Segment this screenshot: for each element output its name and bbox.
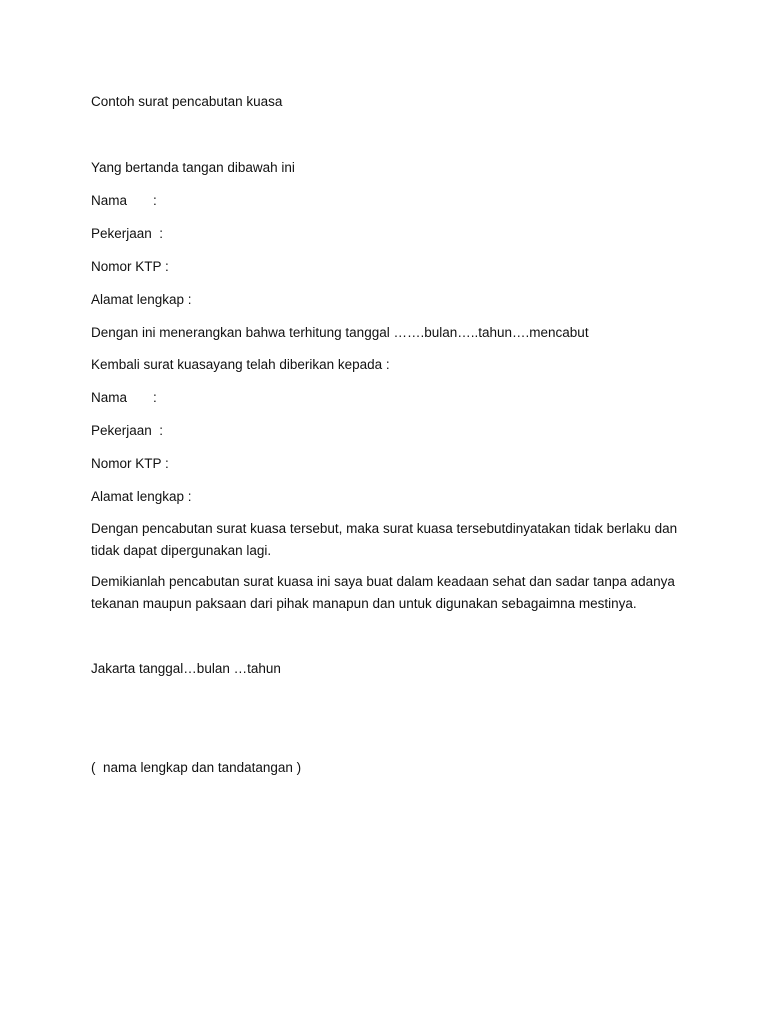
- grantee-nomor-ktp-label: Nomor KTP :: [91, 456, 169, 471]
- grantor-pekerjaan-label: Pekerjaan :: [91, 226, 164, 241]
- return-line: Kembali surat kuasayang telah diberikan kepada :: [91, 357, 390, 372]
- statement-line: Dengan ini menerangkan bahwa terhitung tanggal …….bulan…..tahun….mencabut: [91, 325, 589, 340]
- grantor-nama-colon: :: [153, 193, 157, 208]
- revocation-paragraph-line-2: tidak dapat dipergunakan lagi.: [91, 543, 272, 558]
- revocation-paragraph-line-1: Dengan pencabutan surat kuasa tersebut, maka surat kuasa tersebutdinyatakan tidak berlaku dan: [91, 521, 678, 536]
- intro-line: Yang bertanda tangan dibawah ini: [91, 160, 295, 175]
- place-date-line: Jakarta tanggal…bulan …tahun: [91, 661, 281, 676]
- grantee-nama-colon: :: [153, 390, 157, 405]
- grantor-nama-field: [91, 191, 157, 211]
- document-title: Contoh surat pencabutan kuasa: [91, 94, 283, 109]
- grantee-nama-field: [91, 388, 157, 408]
- grantor-nomor-ktp-label: Nomor KTP :: [91, 259, 169, 274]
- closing-paragraph-line-2: tekanan maupun paksaan dari pihak manapun dan untuk digunakan sebagaimna mestinya.: [91, 596, 637, 611]
- grantor-alamat-label: Alamat lengkap :: [91, 292, 192, 307]
- closing-paragraph-line-1: Demikianlah pencabutan surat kuasa ini saya buat dalam keadaan sehat dan sadar tanpa adanya: [91, 574, 675, 589]
- grantee-nama-label: Nama: [91, 390, 128, 405]
- grantee-pekerjaan-label: Pekerjaan :: [91, 423, 164, 438]
- signature-line: ( nama lengkap dan tandatangan ): [91, 760, 302, 775]
- revocation-paragraph: [91, 518, 678, 562]
- grantor-nama-label: Nama: [91, 193, 128, 208]
- grantee-alamat-label: Alamat lengkap :: [91, 489, 192, 504]
- closing-paragraph: [91, 571, 675, 615]
